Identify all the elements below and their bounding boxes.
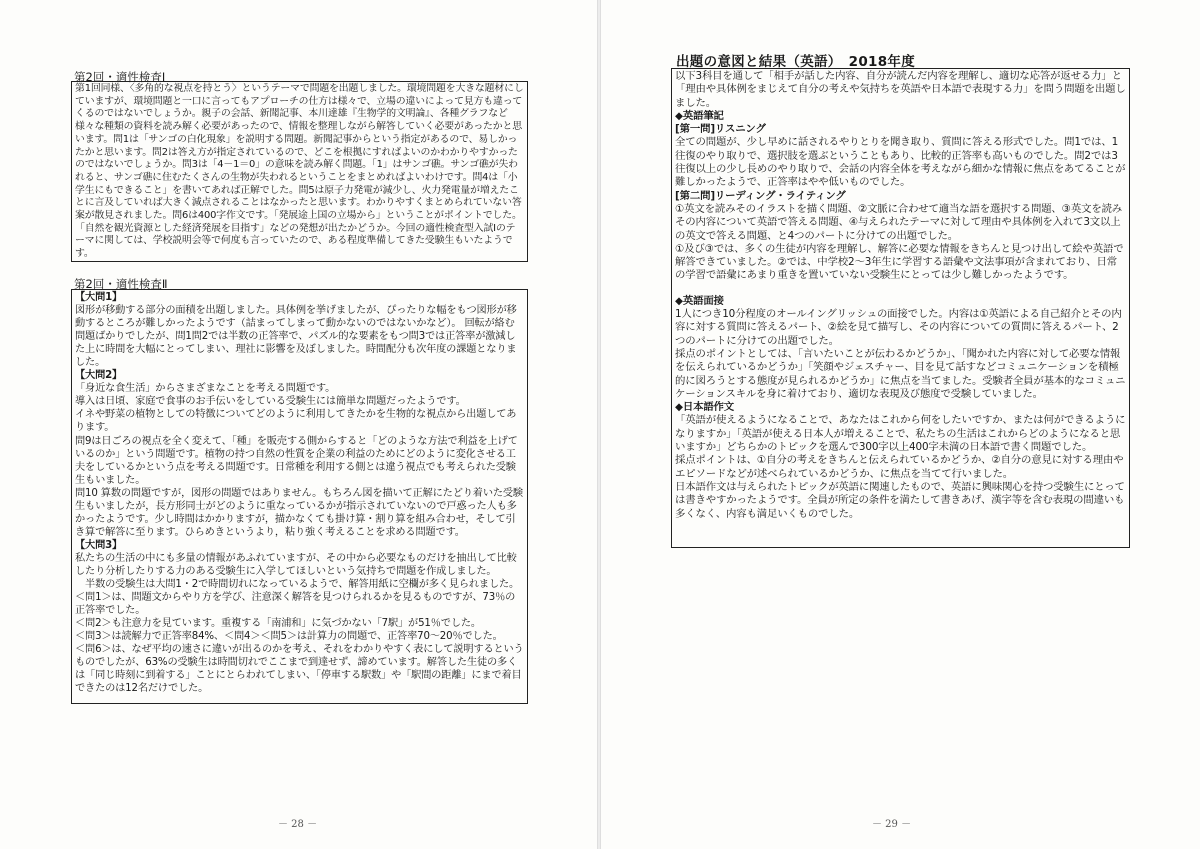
- paragraph: イネや野菜の植物としての特徴についてどのように利用してきたかを生物的な視点から出題してあります。: [75, 409, 517, 434]
- spacer: [675, 283, 1126, 295]
- paragraph: 半数の受験生は大問1・2で時間切れになっているようで、解答用紙に空欄が多く見られました。: [75, 579, 520, 591]
- paragraph: 第1回同様、〈多角的な視点を持とう〉というテーマで問題を出題しました。環境問題を大きな題材にしていますが、環境問題と一口に言ってもアプローチの仕方は様々で、立場の違いによって見方も違ってくるのではないでしょうか。親子の会話、新聞記事、本川達雄『生物学的文明論』、各種グラフなど様々な種類の資料を読み解く必要があったので、情報を整理しながら解答していく必要があったかと思います。問1は「サンゴの白化現象」を説明する問題。新聞記事からという指定があるので、易しかったかと思います。問2は答え方が指定されているので、どこを根拠にすればよいのかわかりやすかったのではないでしょうか。問3は「4－1＝0」の意味を読み解く問題。「1」はサンゴ礁。サンゴ礁が失われると、サンゴ礁に住むたくさんの生物が失われるということをまとめればよいわけです。問4は「小学生にもできること」を書いてあれば正解でした。問5は原子力発電が減少し、火力発電量が増えたことに言及していれば大きく減点されることはなかったと思います。わかりやすくまとめられていない答案が散見されました。問6は400字作文です。「発展途上国の立場から」ということがポイントでした。「自然を観光資源とした経済発展を目指す」などの発想が出たかどうか。今回の適性検査型入試Ⅰのテーマに関しては、学校説明会等で何度も言っていたので、ある程度準備してきた受験生もいたようです。: [75, 83, 524, 260]
- subheading: 【大問2】: [75, 370, 123, 382]
- paragraph: 「身近な食生活」からさまざまなことを考える問題です。: [75, 383, 336, 395]
- subheading: 【大問1】: [75, 292, 123, 303]
- section1-heading: 第2回・適性検査Ⅰ: [74, 70, 166, 84]
- paragraph: ＜問3＞は読解力で正答率84%、＜問4＞＜問5＞は計算力の問題で、正答率70～20％でした。: [75, 631, 503, 643]
- paragraph: ＜問2＞も注意力を見ています。重複する「南浦和」に気づかない「7駅」が51％でした。: [75, 618, 481, 630]
- page-number-left: － 28 －: [278, 819, 318, 830]
- subheading: ◆英語面接: [675, 294, 724, 307]
- section1-box: [71, 81, 528, 262]
- paragraph: 問9は日ごろの視点を全く変えて、「種」を販売する側からすると「どのような方法で利益を上げているのか」という問題です。植物の持つ自然の性質を企業の利益のためにどのように変化させる工夫をしているかという点を考える問題です。日常種を利用する側とは違う視点でも考えられた受験生もいました。: [75, 435, 518, 486]
- paragraph: 日本語作文は与えられたトピックが英語に関連したもので、英語に興味関心を持つ受験生にとっては書きやすかったようです。全員が所定の条件を満たして書きあげ、漢字等を含む表現の間違いも多くなく、内容も満足いくものでした。: [675, 480, 1125, 520]
- paragraph: 採点ポイントは、①自分の考えをきちんと伝えられているかどうか、②自分の意見に対する理由やエピソードなどが述べられているかどうか、に焦点を当てて行いました。: [675, 454, 1124, 480]
- subheading: [第一問]リスニング: [675, 123, 766, 136]
- subheading: 【大問3】: [75, 539, 123, 551]
- paragraph: 図形が移動する部分の面積を出題しました。具体例を挙げましたが、ぴったりな幅をもつ図形が移動するところが難しかったようです（詰まってしまって動かないのではないかなど）。 回転が絡む問題ばかりでしたが、問1問2では半数の正答率で、パズル的な要素をもつ問3では正答率が激減した上に時間を大幅にとってしまい、理社に影響を及ぼしました。時間配分も次年度の課題となりました。: [75, 305, 517, 369]
- paragraph: 採点のポイントとしては、「言いたいことが伝わるかどうか」、「聞かれた内容に対して必要な情報を伝えられているかどうか」「笑顔やジェスチャー、目を見て話すなどコミュニケーションを積極的に図ろうとする態度が見られるかどうか」に焦点を当てました。受験者全員が基本的なコミュニケーションスキルを身に着けており、適切な表現及び態度で受験していました。: [675, 347, 1126, 400]
- paragraph: ＜問6＞は、なぜ平均の速さに違いが出るのかを考え、それをわかりやすく表にして説明するというものでしたが、63%の受験生は時間切れでここまで到達せず、諦めています。解答した生徒の多くは「同じ時刻に到着する」ことにとらわれてしまい、「停車する駅数」や「駅間の距離」にまで着目できたのは12名だけでした。: [75, 644, 524, 695]
- paragraph: 導入は日頃、家庭で食事のお手伝いをしている受験生には簡単な問題だったようです。: [75, 396, 466, 408]
- section2-box: [71, 289, 528, 704]
- paragraph: 全ての問題が、少し早めに話されるやりとりを聞き取り、質問に答える形式でした。問1では、1往復のやり取りで、選択肢を選ぶということもあり、比較的正答率も高いものでした。問2では3往復以上の少し長めのやり取りで、会話の内容全体を考えながら細かな情報に焦点をあてることが難しかったようで、正答率はやや低いものでした。: [675, 136, 1126, 189]
- subheading: [第二問]リーディング・ライティング: [675, 189, 846, 202]
- english-section-box: [671, 68, 1130, 548]
- page-title: 出題の意図と結果（英語） 2018年度: [676, 54, 916, 70]
- paragraph: ①英文を読みそのイラストを描く問題、②文脈に合わせて適当な語を選択する問題、③英文を読みその内容について英語で答える問題、④与えられたテーマに対して理由や具体例を入れて3文以上の英文で答える問題、と4つのパートに分けての出題でした。: [675, 202, 1123, 242]
- section2-heading: 第2回・適性検査Ⅱ: [74, 277, 168, 291]
- paragraph: 問10 算数の問題ですが，図形の問題ではありません。もちろん図を描いて正解にたどり着いた受験生もいましたが，長方形同士がどのように重なっているかが指示されていないので戸惑った人も多かったようです。少し時間はかかりますが，描かなくても掛け算・割り算を組み合わせ，そして引き算で解答に至ります。ひらめきというより，粘り強く考えることを求める問題です。: [75, 487, 523, 538]
- page-number-right: － 29 －: [872, 819, 912, 830]
- paragraph: ＜問1＞は、問題文からやり方を学び、注意深く解答を見つけられるかを見るものですが、73％の正答率でした。: [75, 592, 516, 617]
- paragraph: ①及び③では、多くの生徒が内容を理解し、解答に必要な情報をきちんと見つけ出して絵や英語で解答できていました。②では、中学校2～3年生に学習する語彙や文法事項が含まれており、日常の学習で語彙にあまり重きを置いていない受験生にとっては少し難しかったようです。: [675, 242, 1124, 282]
- subheading: ◆英語筆記: [675, 109, 724, 122]
- paragraph: 「英語が使えるようになることで、あなたはこれから何をしたいですか、または何ができるようになりますか」「英語が使える日本人が増えることで、私たちの生活はこれからどのようになると思いますか」どちらかのトピックを選んで300字以上400字未満の日本語で書く問題でした。: [675, 414, 1126, 454]
- paragraph: 1人につき10分程度のオールイングリッシュの面接でした。内容は①英語による自己紹介とその内容に対する質問に答えるパート、②絵を見て描写し、その内容についての質問に答えるパート、2つのパートに分けての出題でした。: [675, 308, 1122, 347]
- paragraph: 私たちの生活の中にも多量の情報があふれていますが、その中から必要なものだけを抽出して比較したり分析したりする力のある受験生に入学してほしいという気持ちで問題を作成しました。: [75, 552, 517, 577]
- paragraph: 以下3科目を通して「相手が話した内容、自分が読んだ内容を理解し、適切な応答が返せる力」と「理由や具体例をまじえて自分の考えや気持ちを英語や日本語で表現する力」を問う問題を出題しました。: [675, 70, 1126, 109]
- subheading: ◆日本語作文: [675, 401, 735, 414]
